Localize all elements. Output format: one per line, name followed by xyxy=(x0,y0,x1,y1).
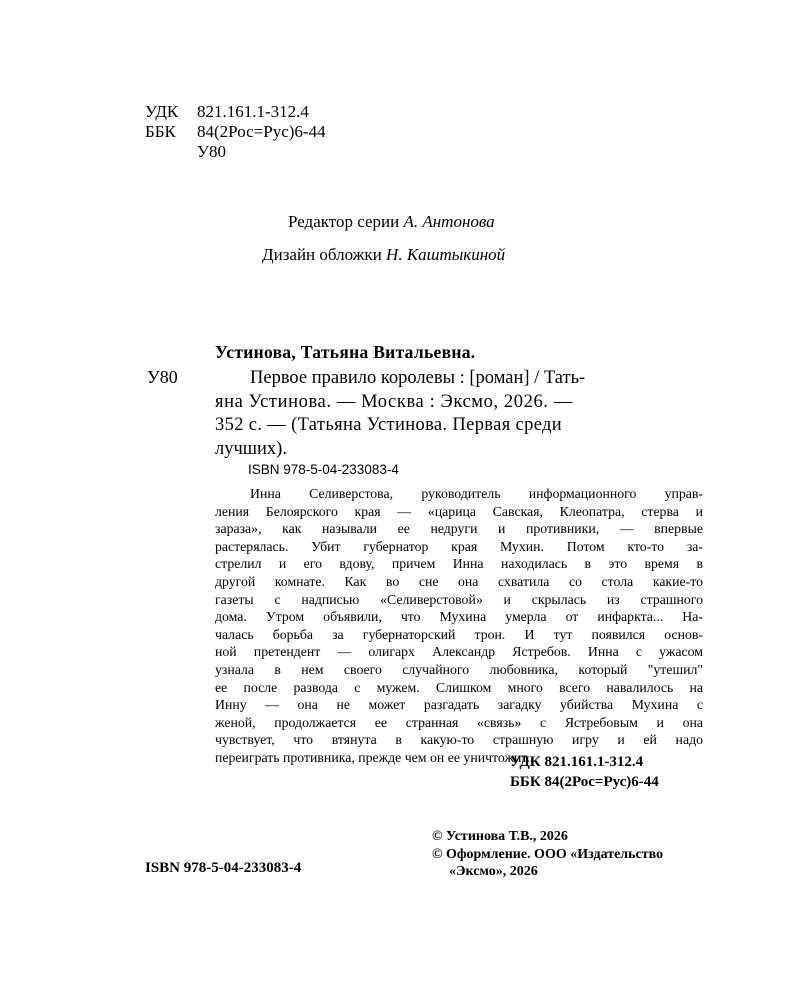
bbk-value: 84(2Рос=Рус)6-44 xyxy=(197,122,326,141)
annotation-line: зараза», как называли ее недруги и противники, — впервые xyxy=(215,521,703,537)
annotation-line: женой, продолжается ее странная «связь» с Ястребовым и она xyxy=(215,714,703,730)
udk-value: 821.161.1-312.4 xyxy=(197,102,309,121)
annotation-line: чувствует, что втянута в какую-то страшную игру и ей надо xyxy=(215,732,703,748)
annotation-line: узнала в нем своего случайного любовника, который "утешил" xyxy=(215,661,703,677)
cover-design-credit xyxy=(262,245,505,265)
annotation-line: другой комнате. Как во сне она схватила со стола какие-то xyxy=(215,573,703,589)
copyright-block xyxy=(432,828,663,881)
annotation-line: Инну — она не может разгадать загадку убийства Мухина с xyxy=(215,697,703,713)
udk-label: УДК xyxy=(145,102,179,121)
annotation-line: чалась борьба за губернаторский трон. И тут появился основ- xyxy=(215,626,703,642)
classification-codes xyxy=(145,102,326,162)
annotation-line: растерялась. Убит губернатор края Мухин. Потом кто-то за- xyxy=(215,538,703,554)
copyright-design-continued: «Эксмо», 2026 xyxy=(449,864,538,879)
annotation-line: Инна Селиверстова, руководитель информационного управ- xyxy=(250,486,703,501)
bib-desc-line: лучших). xyxy=(215,438,287,459)
bbk-label: ББК xyxy=(145,122,176,141)
bib-isbn: ISBN 978-5-04-233083-4 xyxy=(248,462,399,477)
author-sign: У80 xyxy=(197,142,227,161)
bib-desc-line: Первое правило королевы : [роман] / Тать- xyxy=(250,368,586,388)
bib-author-sign: У80 xyxy=(147,367,178,387)
bibliographic-description xyxy=(215,367,703,461)
bib-desc-line: 352 с. — (Татьяна Устинова. Первая среди xyxy=(215,415,563,435)
copyright-design: © Оформление. ООО «Издательство xyxy=(432,846,664,862)
bottom-bbk: ББК 84(2Рос=Рус)6-44 xyxy=(510,774,659,790)
series-editor-credit xyxy=(288,212,495,232)
annotation-line: переиграть противника, прежде чем он ее уничтожит... xyxy=(215,749,537,765)
copyright-author: © Устинова Т.В., 2026 xyxy=(432,829,568,844)
annotation-line: ления Белоярского края — «царица Савская, Клеопатра, стерва и xyxy=(215,503,703,519)
footer-isbn: ISBN 978-5-04-233083-4 xyxy=(145,860,302,876)
bottom-udk: УДК 821.161.1-312.4 xyxy=(510,754,644,770)
bottom-classification-codes xyxy=(510,752,659,792)
annotation-line: газеты с надписью «Селиверстовой» и скрылась из страшного xyxy=(215,591,703,607)
series-editor-name: А. Антонова xyxy=(403,212,495,231)
cover-designer-name: Н. Каштыкиной xyxy=(386,245,506,264)
udk-code-row xyxy=(145,102,326,122)
author-heading: Устинова, Татьяна Витальевна. xyxy=(215,342,476,362)
series-editor-label: Редактор серии xyxy=(288,212,400,231)
annotation xyxy=(215,485,703,767)
cover-design-label: Дизайн обложки xyxy=(262,245,382,264)
annotation-line: дома. Утром объявили, что Мухина умерла от инфаркта... На- xyxy=(215,609,703,625)
annotation-line: стрелил и его вдову, причем Инна находилась в это время в xyxy=(215,556,703,572)
annotation-line: ной претендент — олигарх Александр Ястребов. Инна с ужасом xyxy=(215,644,703,660)
bbk-code-row xyxy=(145,122,326,142)
bib-desc-line: яна Устинова. — Москва : Эксмо, 2026. — xyxy=(215,391,573,412)
annotation-line: ее после развода с мужем. Слишком много всего навалилось на xyxy=(215,679,703,695)
